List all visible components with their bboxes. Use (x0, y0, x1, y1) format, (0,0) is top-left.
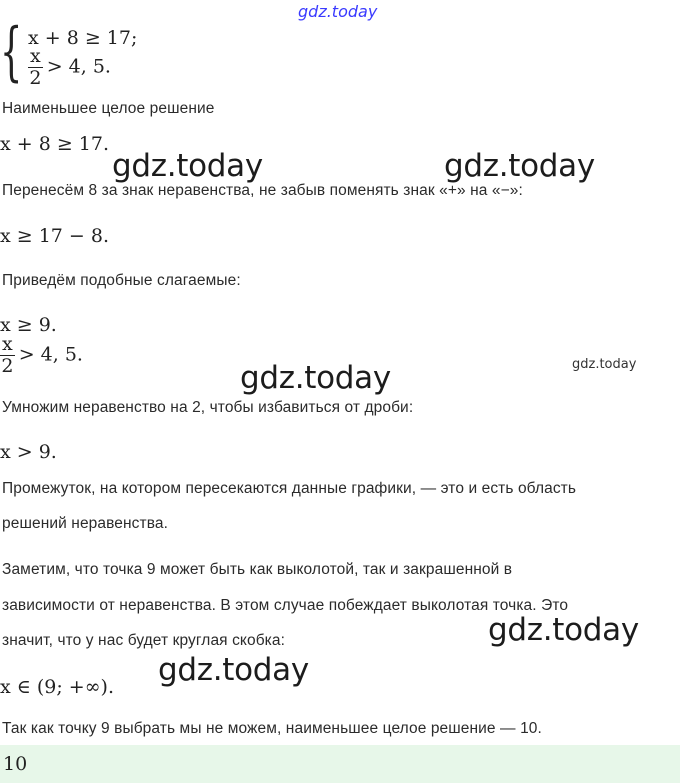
heading-smallest-integer: Наименьшее целое решение (2, 100, 215, 117)
watermark-small: gdz.today (572, 357, 637, 372)
equation-4: x > 9. (0, 441, 57, 463)
answer-value: 10 (3, 753, 28, 775)
watermark: gdz.today (112, 148, 263, 184)
text-note-line-2: зависимости от неравенства. В этом случае побеждает выколотая точка. Это (2, 597, 569, 614)
equation-3: x ≥ 9. (0, 314, 57, 336)
text-interval-line-2: решений неравенства. (2, 515, 168, 532)
watermark: gdz.today (444, 148, 595, 184)
system-line-2 (28, 46, 111, 89)
system-line-2-rest: > 4, 5. (46, 55, 111, 78)
text-interval-line-1: Промежуток, на котором пересекаются данные графики, — это и есть область (2, 480, 577, 497)
fraction-numerator: x (2, 333, 13, 355)
equation-2: x ≥ 17 − 8. (0, 225, 110, 247)
fraction-denominator: 2 (29, 67, 42, 89)
text-move-term: Перенесём 8 за знак неравенства, не забыв поменять знак «+» на «−»: (2, 182, 523, 199)
text-final: Так как точку 9 выбрать мы не можем, наименьшее целое решение — 10. (2, 720, 542, 737)
text-note-line-3: значит, что у нас будет круглая скобка: (2, 632, 286, 649)
watermark: gdz.today (158, 652, 309, 688)
system-brace: { (0, 15, 23, 89)
answer-box (0, 745, 680, 783)
fraction-inequality-rest: > 4, 5. (18, 343, 83, 366)
watermark-top: gdz.today (298, 2, 378, 21)
text-note-line-1: Заметим, что точка 9 может быть как выколотой, так и закрашенной в (2, 561, 513, 578)
equation-5: x ∈ (9; +∞). (0, 676, 114, 698)
watermark: gdz.today (240, 360, 391, 396)
fraction-inequality (0, 334, 83, 377)
text-multiply: Умножим неравенство на 2, чтобы избавиться от дроби: (2, 399, 414, 416)
equation-1: x + 8 ≥ 17. (0, 133, 110, 155)
watermark: gdz.today (488, 612, 639, 648)
fraction-numerator: x (30, 45, 41, 67)
text-similar-terms: Приведём подобные слагаемые: (2, 272, 241, 289)
fraction-denominator: 2 (1, 355, 14, 377)
system-line-1: x + 8 ≥ 17; (28, 27, 138, 49)
